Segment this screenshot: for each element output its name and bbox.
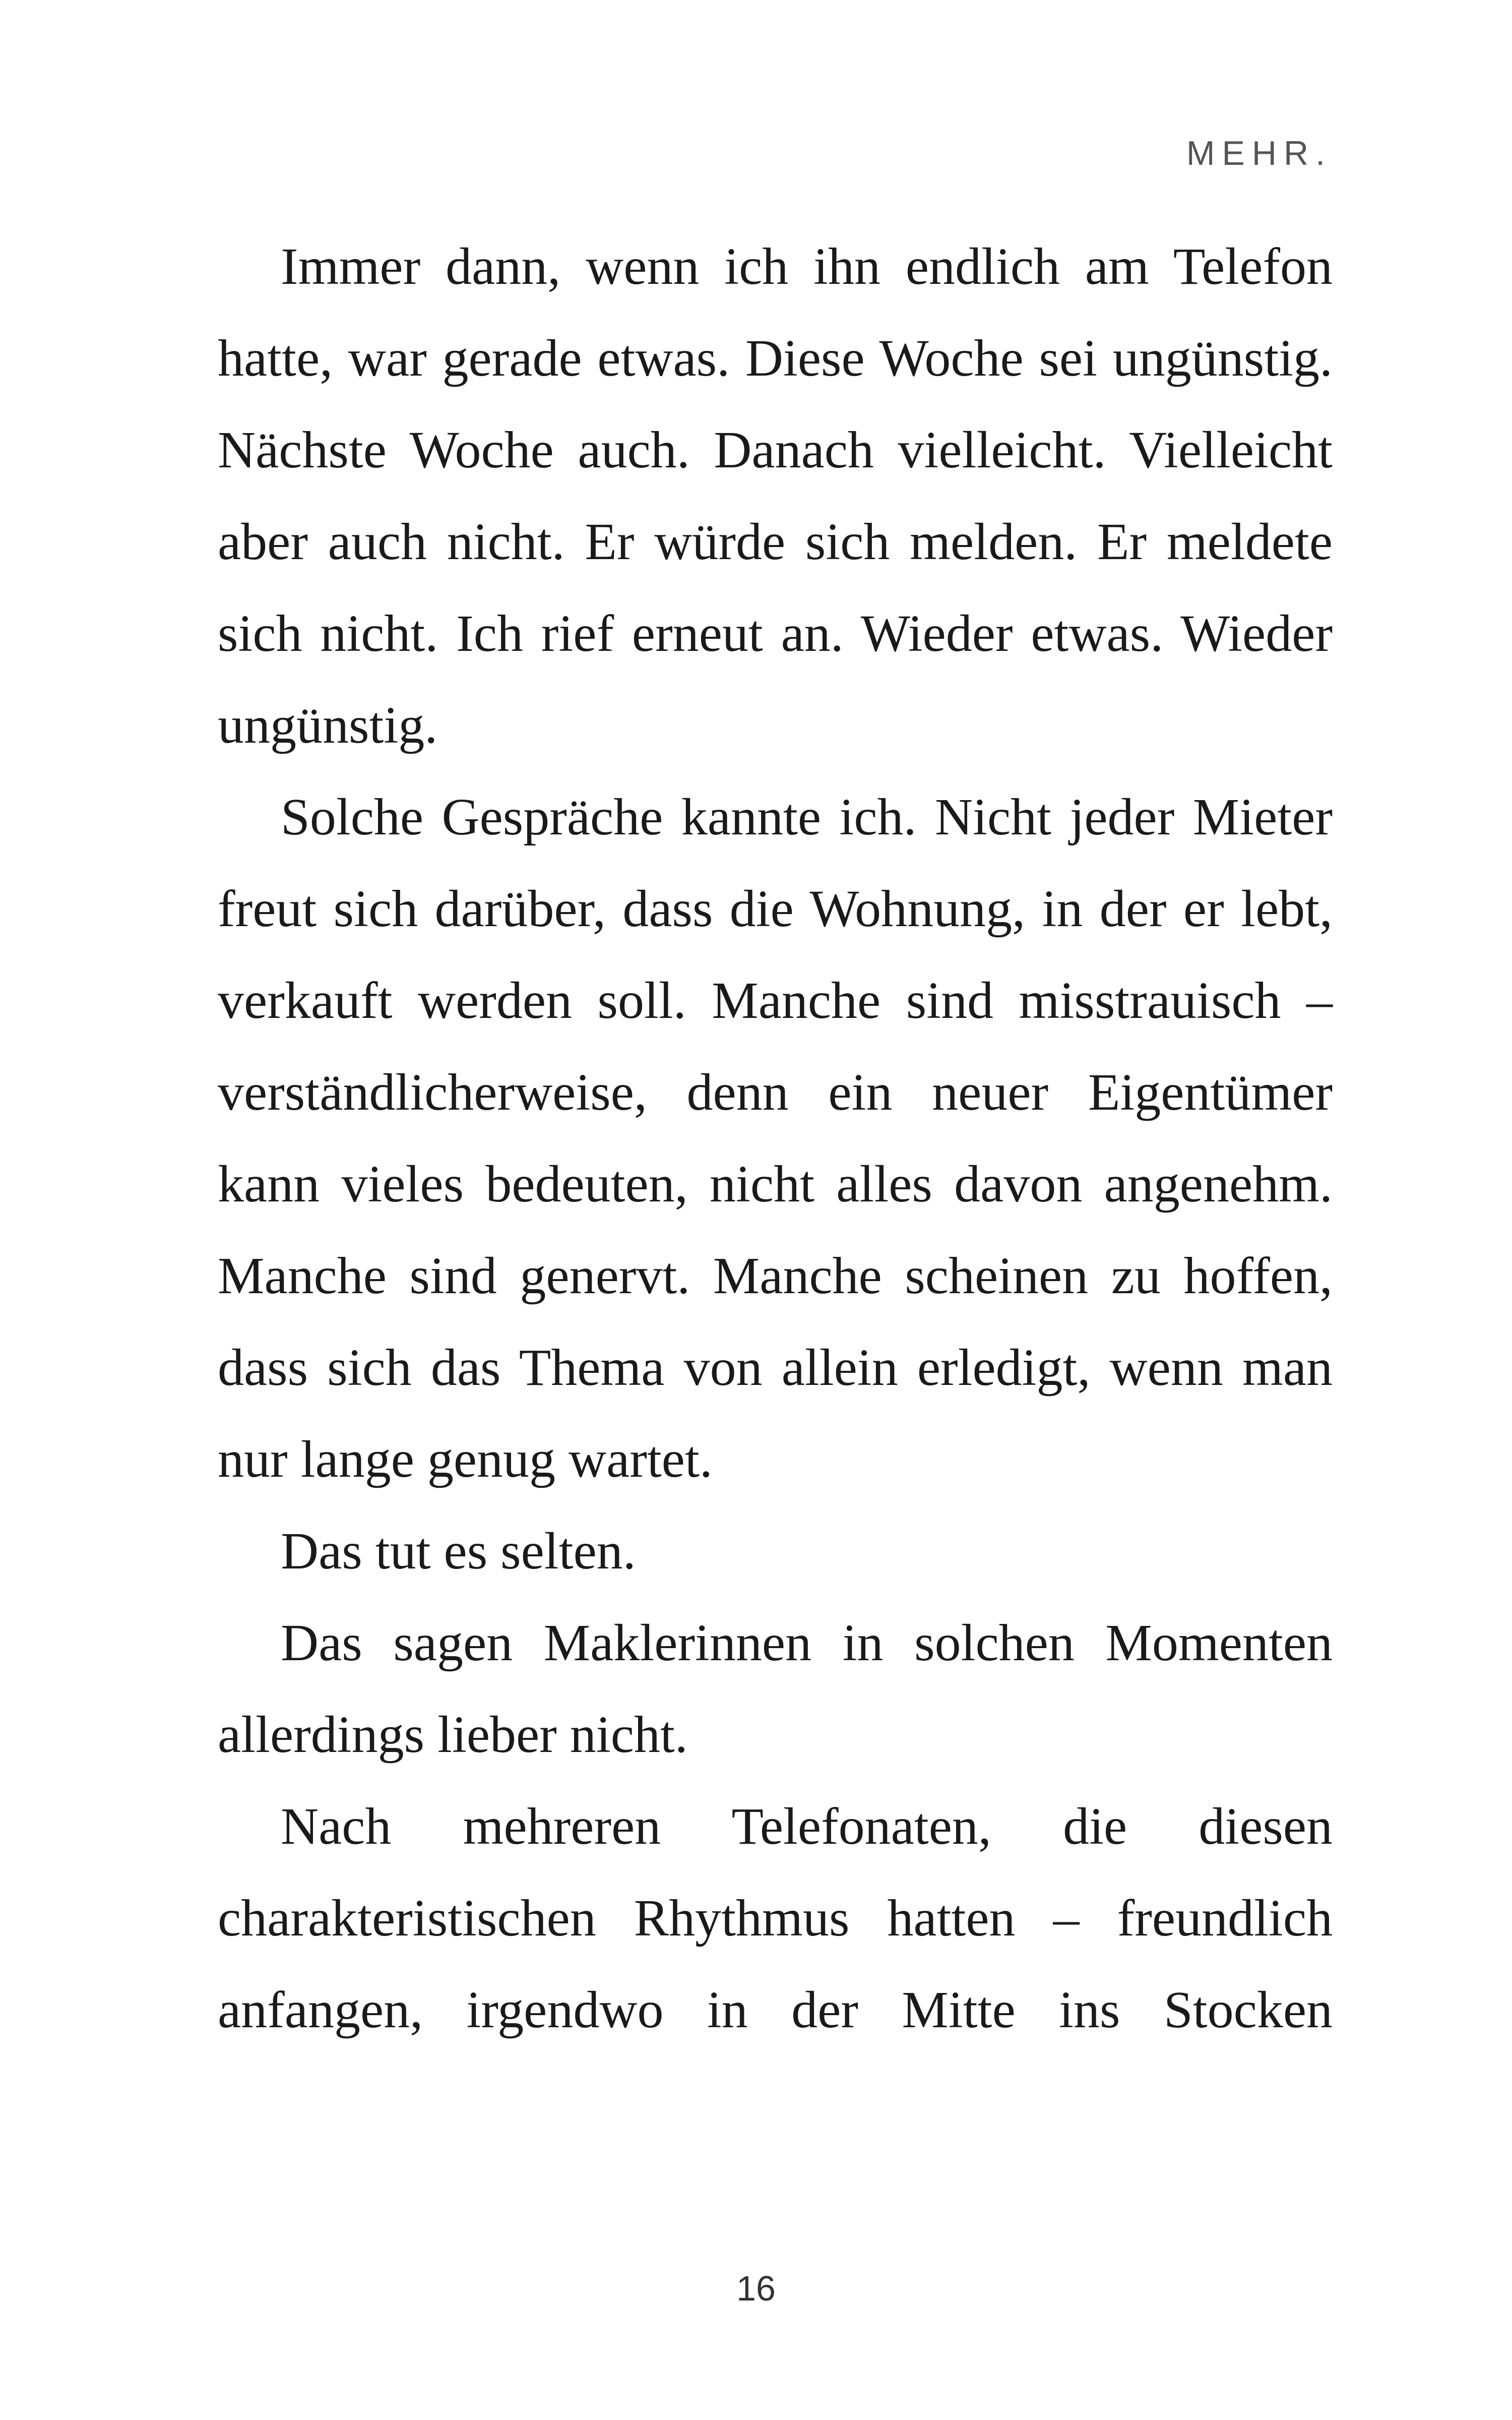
paragraph: Nach mehreren Telefonaten, die diesen charakteristischen Rhythmus hatten – freundlich anfangen, irgendwo in der Mitte ins Stocken [218, 1797, 1333, 2039]
paragraph: Das tut es selten. [281, 1522, 636, 1580]
paragraph: Das sagen Maklerinnen in solchen Momenten allerdings lieber nicht. [218, 1614, 1333, 1764]
body-text [218, 221, 1333, 2056]
paragraph: Solche Gespräche kannte ich. Nicht jeder Mieter freut sich darüber, dass die Wohnung, in der er lebt, verkauft werden soll. Manche sind misstrauisch – verständlicherweise, denn ein neuer Eigentümer kann vieles bedeuten, nicht alles davon angenehm. Manche sind genervt. Manche scheinen zu hoffen, dass sich das Thema von allein erledigt, wenn man nur lange genug wartet. [218, 788, 1333, 1488]
running-header: MEHR. [1186, 134, 1332, 172]
paragraph: Immer dann, wenn ich ihn endlich am Telefon hatte, war gerade etwas. Diese Woche sei ungünstig. Nächste Woche auch. Danach vielleicht. Vielleicht aber auch nicht. Er würde sich melden. Er meldete sich nicht. Ich rief erneut an. Wieder etwas. Wieder ungünstig. [218, 237, 1333, 754]
page-number: 16 [736, 2269, 776, 2308]
